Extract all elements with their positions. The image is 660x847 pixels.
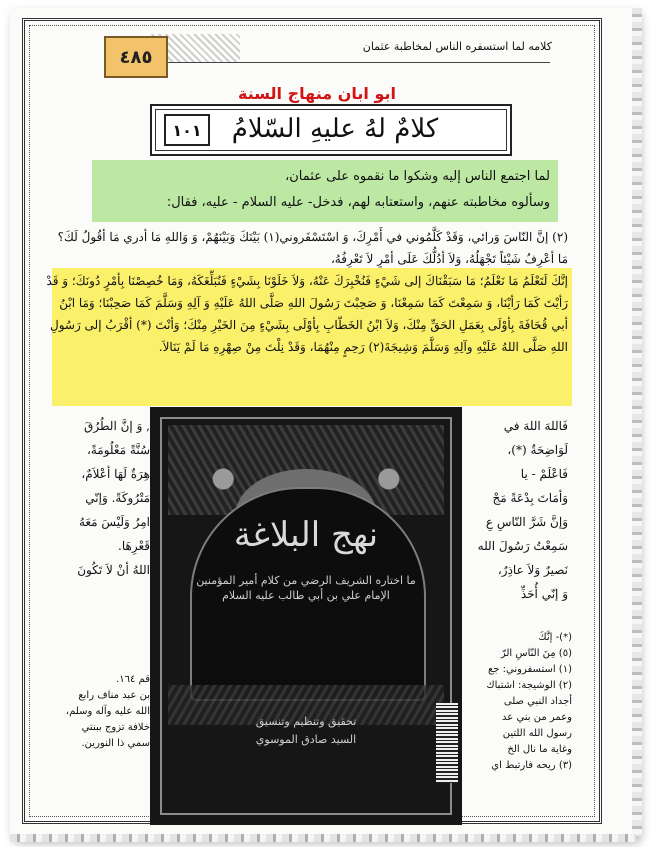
side-line: قَعْرِهَا.	[118, 539, 150, 553]
paragraph-1: (٢) إنَّ النّاسَ وَرائي، وَقَدْ كَلَّمُوني في أَمْرِكَ، وَ اسْتَسْفَروني(١) بَيْنَكَ وَبَيْنَهُمْ، وَ وَاللهِ مَا أدري مَا أقُولُ لَكَ؟ مَا أعْرِفُ شَيْئاً تَجْهَلُهُ، وَلاَ أدُلُّكَ عَلَى أمْرٍ لاَ تَعْرِفُهُ،	[57, 230, 568, 266]
side-line: وَأمَاتَ بِدْعَةً مَجْ	[492, 491, 568, 505]
side-line: هِرَةٌ لَهَا أعْلاَمٌ،	[81, 467, 150, 481]
footnote-line: (*)- إنَّكَ	[538, 632, 572, 643]
side-line: لَوَاضِحَةٌ (*)،	[507, 443, 568, 457]
footnote-line: (٢) الوشيجة: اشتباك	[486, 680, 572, 691]
side-line: سَمِعْتُ رَسُولَ الله	[477, 539, 568, 553]
footnote-line: وعمر من بني عد	[502, 712, 572, 723]
footnote-line: خلافة تزوج ببنتي	[81, 722, 150, 733]
footnote-line: قم ١٦٤.	[116, 674, 150, 685]
watermark-text: ابو ابان منهاج السنة	[238, 84, 396, 103]
footnotes-right	[462, 630, 572, 774]
side-line: مَتْرُوكَةً. وَإنّي	[85, 491, 150, 505]
footnote-line: (٣) ريحه فارتبط اي	[491, 760, 572, 771]
cover-editor-name: السيد صادق الموسوي	[255, 733, 357, 746]
barcode-icon	[436, 703, 458, 783]
intro-line-2: وسألوه مخاطبته عنهم، واستعتابه لهم، فدخل- عليه السلام - عليه، فقال:	[166, 195, 550, 210]
cover-title: نهج البلاغة	[233, 515, 379, 555]
side-line: فَاعْلَمْ - يا	[520, 467, 568, 481]
intro-highlight	[92, 160, 558, 222]
cover-editor	[180, 713, 432, 749]
side-line: سُنَّةً مَعْلُومَةً،	[86, 443, 150, 457]
footnotes-left	[46, 672, 150, 752]
page-title: كلامٌ لهُ عليهِ السّلامُ	[231, 114, 439, 144]
side-line: اللهُ أنْ لاَ تَكُونَ	[77, 563, 150, 577]
side-text-right	[462, 414, 568, 606]
side-line: امِرُ وَلَيْسَ مَعَهُ	[78, 515, 150, 529]
cover-subtitle	[180, 573, 432, 603]
side-line: فَاللهَ اللهَ في	[503, 419, 568, 433]
page-number-badge: ٤٨٥	[104, 36, 168, 78]
footnote-line: (١) استسفروني: جع	[487, 664, 572, 675]
torn-edge-right	[632, 8, 642, 836]
footnote-line: سمي ذا النورين.	[81, 738, 150, 749]
side-line: نَصيرٌ وَلاَ عاذِرٌ،	[497, 563, 568, 577]
footnote-line: (٥) مِنَ النّاسِ الرّ	[500, 648, 572, 659]
cover-subtitle-line: الإمام علي بن أبي طالب عليه السلام	[222, 589, 390, 602]
side-line: وَ إنّي أُحَذِّ	[520, 587, 568, 601]
cover-subtitle-line: ما اختاره الشريف الرضي من كلام أمير المؤمنين	[196, 574, 416, 587]
footnote-line: بن عبد مناف رابع	[78, 690, 150, 701]
footnote-line: الله عليه وآله وسلم،	[65, 706, 150, 717]
footnote-line: أجداد النبي صلى	[503, 696, 572, 707]
footnote-line: رسول الله اللتين	[502, 728, 572, 739]
paragraph-2: إنَّكَ لَتَعْلَمُ مَا نَعْلَمُ؛ مَا سَبَقْنَاكَ إلى شَيْءٍ فَنُخْبِرَكَ عَنْهُ، وَلاَ خَلَوْنَا بِشَيْءٍ فَنُبَلِّغَكَهُ، وَمَا خُصِصْنَا بِأمْرٍ دُونَكَ؛ وَ قَدْ رَأيْتَ كَمَا رَأيْنَا، وَ سَمِعْتَ كَمَا سَمِعْنَا، وَ صَحِبْتَ رَسُولَ اللهِ صَلَّى اللهُ عَلَيْهِ وَ آلِهِ وَسَلَّمَ كَمَا صَحِبْنَا؛ وَمَا ابْنُ أبي قُحَافَةَ بِأوْلَى بِعَمَلِ الحَقِّ مِنْكَ، وَلاَ ابْنُ الخَطّابِ بِأوْلَى بِشَيْءٍ مِنَ الخَيْرِ مِنْكَ؛ وَأنْتَ (*) أقْرَبُ إلى رَسُولِ اللهِ صَلَّى اللهُ عَلَيْهِ وآلِهِ وَسَلَّمَ وَشِيجَةَ(٢) رَحِمٍ مِنْهُمَا، وَقَدْ نِلْتَ مِنْ صِهْرِهِ مَا لَمْ يَنَالاَ.	[46, 274, 568, 354]
cover-edit-label: تحقيق وتنظيم وتنسيق	[255, 715, 357, 728]
side-line: , وَ إنَّ الطُرُقَ	[84, 419, 150, 433]
torn-edge-bottom	[10, 834, 636, 842]
side-text-left	[46, 414, 150, 582]
footnote-line: وغاية ما نال الخ	[507, 744, 572, 755]
intro-line-1: لما اجتمع الناس إليه وشكوا ما نقموه على عثمان،	[285, 169, 550, 184]
book-cover-image	[150, 407, 462, 825]
header-note: كلامه لما استسفره الناس لمخاطبة عثمان	[362, 40, 552, 53]
side-line: وَإنَّ شَرَّ النّاسِ عِ	[485, 515, 568, 529]
sermon-number: ١٠١	[164, 114, 210, 146]
